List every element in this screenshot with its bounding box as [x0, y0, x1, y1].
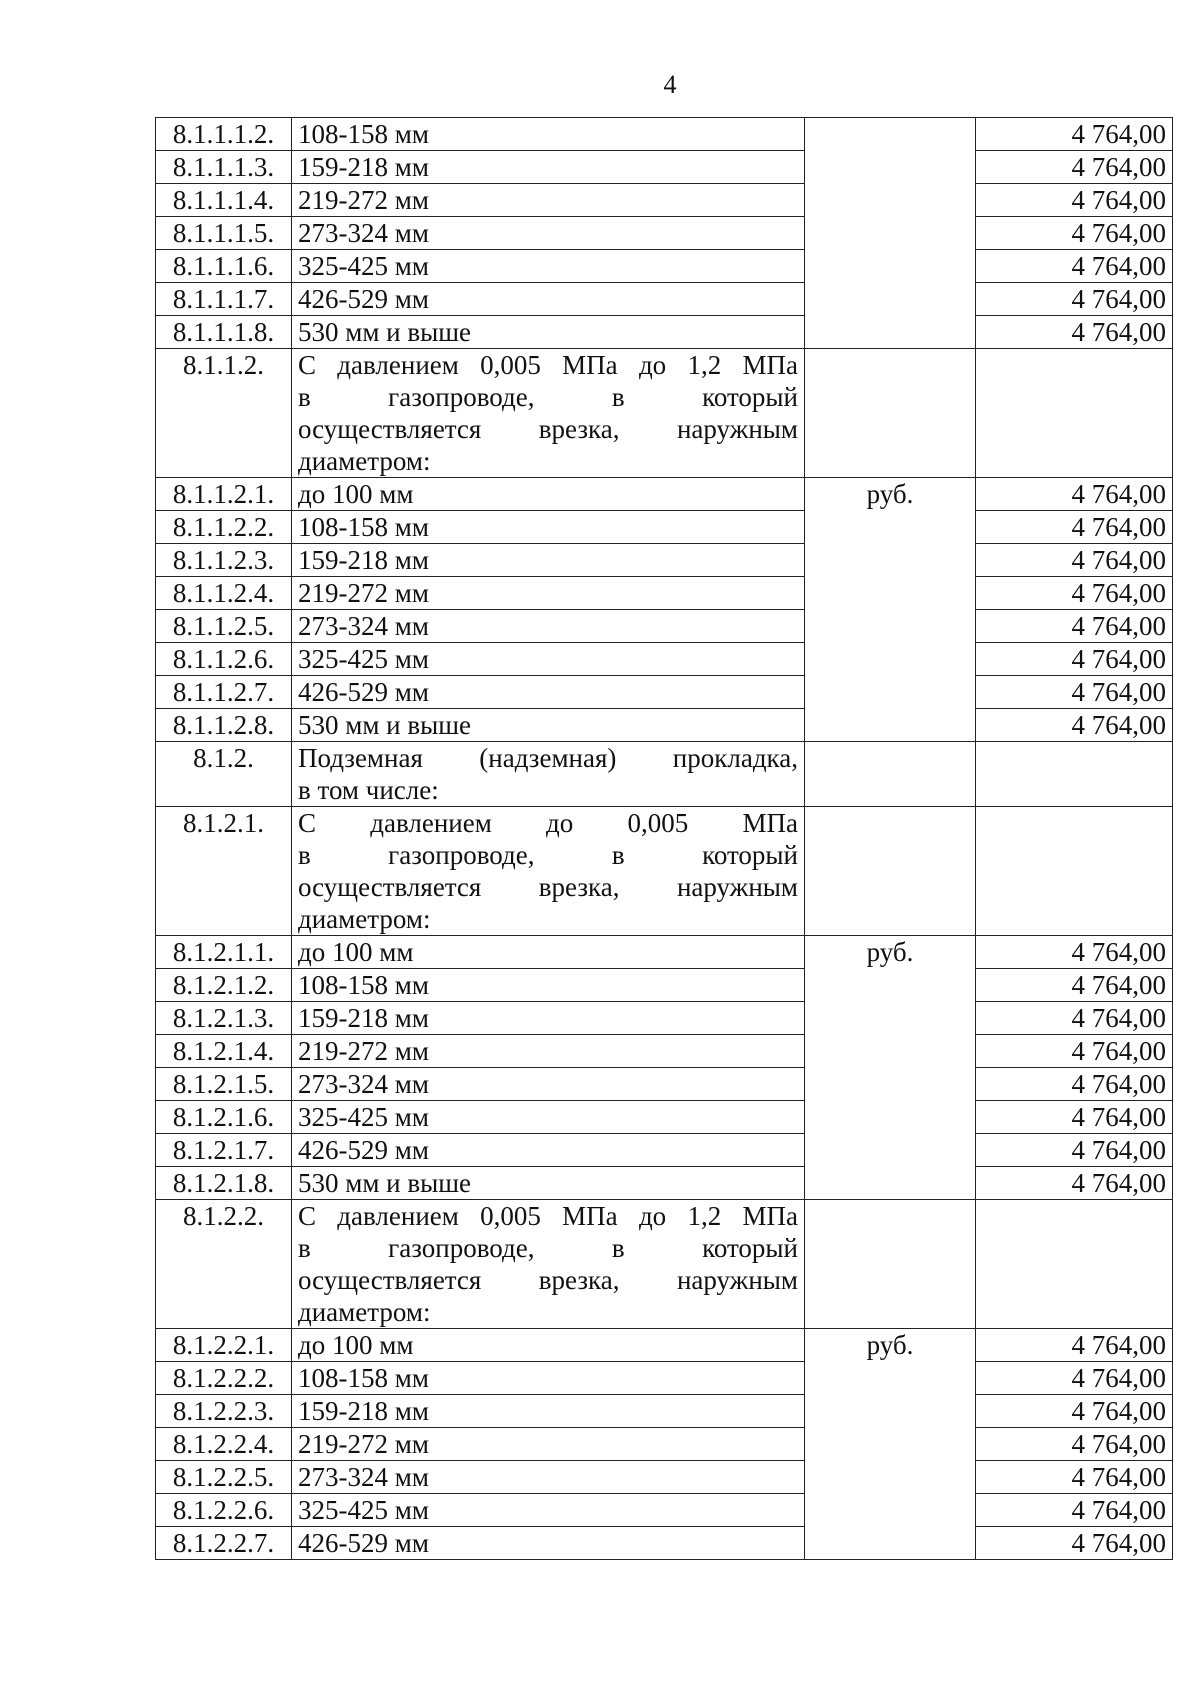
row-diameter: 159-218 мм — [292, 151, 805, 184]
section-title — [292, 349, 805, 478]
row-price: 4 764,00 — [976, 184, 1173, 217]
section-title-line: диаметром: — [298, 446, 431, 476]
table-row — [156, 1035, 1173, 1068]
table-row — [156, 1068, 1173, 1101]
row-price: 4 764,00 — [976, 118, 1173, 151]
row-code: 8.1.1.2.5. — [156, 610, 292, 643]
table-row — [156, 969, 1173, 1002]
row-code: 8.1.2.2.3. — [156, 1395, 292, 1428]
tariff-table-body — [156, 118, 1173, 1560]
section-code: 8.1.2. — [156, 742, 292, 807]
section-code: 8.1.1.2. — [156, 349, 292, 478]
row-price: 4 764,00 — [976, 1035, 1173, 1068]
table-row — [156, 544, 1173, 577]
table-row — [156, 1002, 1173, 1035]
row-code: 8.1.1.2.7. — [156, 676, 292, 709]
row-code: 8.1.1.1.6. — [156, 250, 292, 283]
section-title-line: осуществляется врезка, наружным — [298, 872, 798, 902]
section-title-line: в газопроводе, в который — [298, 382, 798, 412]
table-row — [156, 118, 1173, 151]
page-number: 4 — [663, 70, 677, 99]
table-row — [156, 1134, 1173, 1167]
row-diameter: 530 мм и выше — [292, 709, 805, 742]
section-title — [292, 742, 805, 807]
unit-cell: руб. — [805, 936, 976, 1200]
section-unit-cell — [805, 742, 976, 807]
unit-cell — [805, 118, 976, 349]
row-code: 8.1.2.1.6. — [156, 1101, 292, 1134]
row-code: 8.1.2.2.1. — [156, 1329, 292, 1362]
row-diameter: 159-218 мм — [292, 1395, 805, 1428]
table-row — [156, 151, 1173, 184]
section-title-line: в газопроводе, в который — [298, 1233, 798, 1263]
section-header-row — [156, 742, 1173, 807]
table-row — [156, 676, 1173, 709]
row-price: 4 764,00 — [976, 250, 1173, 283]
section-header-row — [156, 349, 1173, 478]
table-row — [156, 250, 1173, 283]
section-header-row — [156, 807, 1173, 936]
table-row — [156, 1395, 1173, 1428]
row-diameter: 426-529 мм — [292, 1527, 805, 1560]
row-diameter: 159-218 мм — [292, 1002, 805, 1035]
row-diameter: 219-272 мм — [292, 184, 805, 217]
unit-cell: руб. — [805, 1329, 976, 1560]
row-price: 4 764,00 — [976, 1461, 1173, 1494]
row-code: 8.1.1.1.5. — [156, 217, 292, 250]
section-unit-cell — [805, 349, 976, 478]
section-code: 8.1.2.2. — [156, 1200, 292, 1329]
unit-cell: руб. — [805, 478, 976, 742]
row-code: 8.1.1.1.8. — [156, 316, 292, 349]
row-diameter: 219-272 мм — [292, 1035, 805, 1068]
row-price: 4 764,00 — [976, 1494, 1173, 1527]
table-row — [156, 217, 1173, 250]
table-row — [156, 643, 1173, 676]
row-price: 4 764,00 — [976, 643, 1173, 676]
row-diameter: до 100 мм — [292, 478, 805, 511]
table-row — [156, 1494, 1173, 1527]
section-header-row — [156, 1200, 1173, 1329]
row-price: 4 764,00 — [976, 1329, 1173, 1362]
table-row — [156, 184, 1173, 217]
row-code: 8.1.1.2.2. — [156, 511, 292, 544]
row-code: 8.1.2.2.5. — [156, 1461, 292, 1494]
table-row — [156, 1461, 1173, 1494]
section-title-line: в газопроводе, в который — [298, 840, 798, 870]
section-title-line: диаметром: — [298, 1297, 431, 1327]
row-code: 8.1.1.1.4. — [156, 184, 292, 217]
row-code: 8.1.2.1.8. — [156, 1167, 292, 1200]
table-row — [156, 283, 1173, 316]
row-price: 4 764,00 — [976, 151, 1173, 184]
section-title-line: осуществляется врезка, наружным — [298, 1265, 798, 1295]
row-price: 4 764,00 — [976, 544, 1173, 577]
row-diameter: 159-218 мм — [292, 544, 805, 577]
row-code: 8.1.2.1.7. — [156, 1134, 292, 1167]
row-diameter: 108-158 мм — [292, 1362, 805, 1395]
table-row — [156, 610, 1173, 643]
section-price-cell — [976, 349, 1173, 478]
row-code: 8.1.2.2.4. — [156, 1428, 292, 1461]
row-code: 8.1.2.2.2. — [156, 1362, 292, 1395]
row-price: 4 764,00 — [976, 676, 1173, 709]
table-row — [156, 316, 1173, 349]
row-code: 8.1.1.2.6. — [156, 643, 292, 676]
section-price-cell — [976, 1200, 1173, 1329]
row-price: 4 764,00 — [976, 709, 1173, 742]
row-price: 4 764,00 — [976, 1002, 1173, 1035]
row-diameter: 530 мм и выше — [292, 1167, 805, 1200]
row-diameter: до 100 мм — [292, 1329, 805, 1362]
row-price: 4 764,00 — [976, 1101, 1173, 1134]
row-price: 4 764,00 — [976, 511, 1173, 544]
row-price: 4 764,00 — [976, 1395, 1173, 1428]
row-diameter: 530 мм и выше — [292, 316, 805, 349]
row-diameter: 325-425 мм — [292, 1101, 805, 1134]
row-diameter: 108-158 мм — [292, 511, 805, 544]
section-price-cell — [976, 742, 1173, 807]
row-diameter: 108-158 мм — [292, 118, 805, 151]
table-row — [156, 1167, 1173, 1200]
row-code: 8.1.1.2.4. — [156, 577, 292, 610]
row-diameter: 426-529 мм — [292, 1134, 805, 1167]
row-code: 8.1.1.1.3. — [156, 151, 292, 184]
section-title — [292, 1200, 805, 1329]
row-diameter: до 100 мм — [292, 936, 805, 969]
section-title-line: диаметром: — [298, 904, 431, 934]
row-price: 4 764,00 — [976, 610, 1173, 643]
row-diameter: 273-324 мм — [292, 1068, 805, 1101]
table-row — [156, 936, 1173, 969]
row-diameter: 273-324 мм — [292, 217, 805, 250]
section-title-line: в том числе: — [298, 775, 439, 805]
tariff-table — [155, 117, 1173, 1560]
table-row — [156, 709, 1173, 742]
table-row — [156, 1329, 1173, 1362]
row-diameter: 426-529 мм — [292, 676, 805, 709]
row-price: 4 764,00 — [976, 969, 1173, 1002]
table-row — [156, 1101, 1173, 1134]
row-code: 8.1.2.1.4. — [156, 1035, 292, 1068]
table-row — [156, 1428, 1173, 1461]
row-diameter: 273-324 мм — [292, 1461, 805, 1494]
section-title-line: Подземная (надземная) прокладка, — [298, 743, 798, 773]
section-unit-cell — [805, 807, 976, 936]
section-title-line: С давлением 0,005 МПа до 1,2 МПа — [298, 1201, 798, 1231]
row-code: 8.1.1.1.2. — [156, 118, 292, 151]
section-code: 8.1.2.1. — [156, 807, 292, 936]
row-code: 8.1.2.2.6. — [156, 1494, 292, 1527]
section-title — [292, 807, 805, 936]
row-price: 4 764,00 — [976, 1362, 1173, 1395]
row-diameter: 325-425 мм — [292, 1494, 805, 1527]
section-title-line: С давлением 0,005 МПа до 1,2 МПа — [298, 350, 798, 380]
row-price: 4 764,00 — [976, 1167, 1173, 1200]
row-price: 4 764,00 — [976, 478, 1173, 511]
table-row — [156, 1362, 1173, 1395]
row-diameter: 108-158 мм — [292, 969, 805, 1002]
row-diameter: 426-529 мм — [292, 283, 805, 316]
row-code: 8.1.1.2.3. — [156, 544, 292, 577]
row-diameter: 219-272 мм — [292, 577, 805, 610]
row-diameter: 325-425 мм — [292, 250, 805, 283]
row-price: 4 764,00 — [976, 1527, 1173, 1560]
row-price: 4 764,00 — [976, 316, 1173, 349]
row-code: 8.1.1.2.8. — [156, 709, 292, 742]
row-diameter: 273-324 мм — [292, 610, 805, 643]
table-row — [156, 478, 1173, 511]
row-code: 8.1.2.1.5. — [156, 1068, 292, 1101]
row-price: 4 764,00 — [976, 1068, 1173, 1101]
row-code: 8.1.2.1.1. — [156, 936, 292, 969]
section-unit-cell — [805, 1200, 976, 1329]
row-code: 8.1.2.2.7. — [156, 1527, 292, 1560]
table-row — [156, 1527, 1173, 1560]
section-title-line: С давлением до 0,005 МПа — [298, 808, 798, 838]
row-code: 8.1.2.1.3. — [156, 1002, 292, 1035]
row-code: 8.1.2.1.2. — [156, 969, 292, 1002]
row-price: 4 764,00 — [976, 217, 1173, 250]
row-diameter: 325-425 мм — [292, 643, 805, 676]
row-code: 8.1.1.1.7. — [156, 283, 292, 316]
row-price: 4 764,00 — [976, 1134, 1173, 1167]
row-price: 4 764,00 — [976, 936, 1173, 969]
row-diameter: 219-272 мм — [292, 1428, 805, 1461]
table-row — [156, 577, 1173, 610]
row-price: 4 764,00 — [976, 283, 1173, 316]
row-price: 4 764,00 — [976, 1428, 1173, 1461]
row-code: 8.1.1.2.1. — [156, 478, 292, 511]
section-price-cell — [976, 807, 1173, 936]
row-price: 4 764,00 — [976, 577, 1173, 610]
table-row — [156, 511, 1173, 544]
section-title-line: осуществляется врезка, наружным — [298, 414, 798, 444]
